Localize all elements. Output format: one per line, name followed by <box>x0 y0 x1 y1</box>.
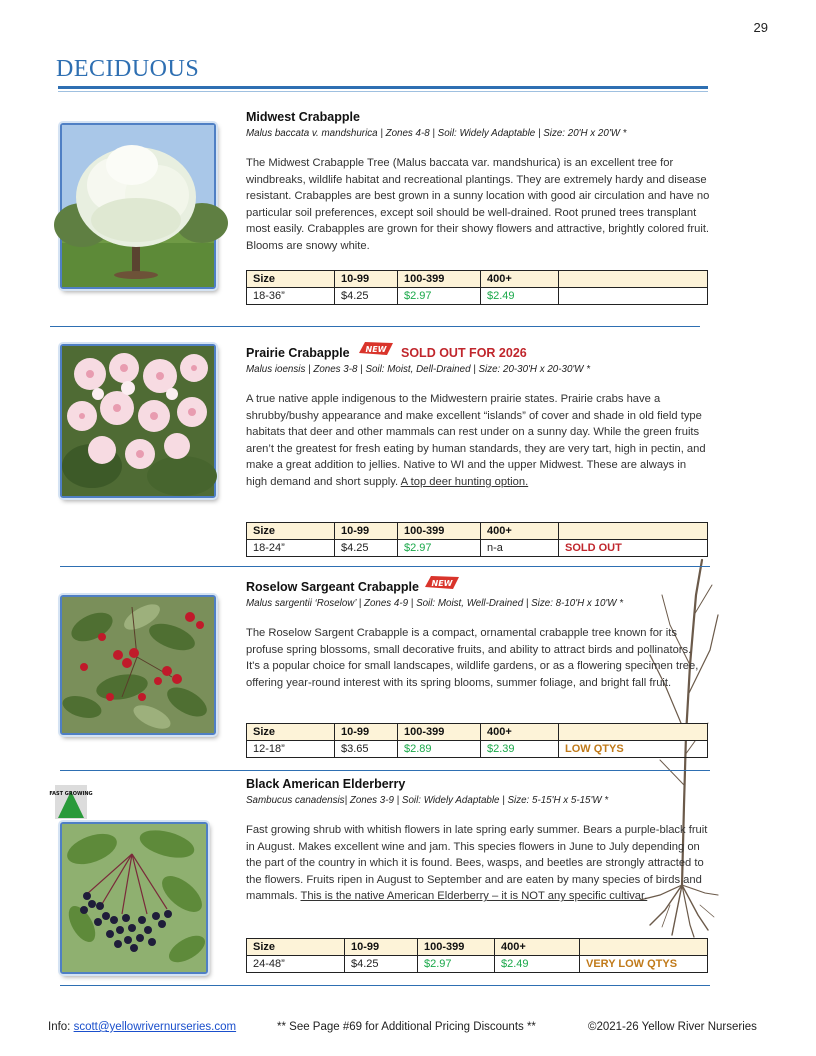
product-description: The Midwest Crabapple Tree (Malus baccata var. mandshurica) is an excellent tree for windbreaks, wildlife habitat and recreational plantings. They are extremely hardy and disease resistant. Crabapples are best grown in a sunny location with good air circulation and have no particular soil preferences, except soil should be well-drained. Root pruned trees transplant most easily. Crabapples are grown for their showy flowers and attractive, brightly colored fruit. Blooms are snowy white. <box>246 157 710 252</box>
footer-pricing-note: ** See Page #69 for Additional Pricing Discounts ** <box>277 1021 536 1033</box>
col-status <box>559 523 708 540</box>
product-name: Midwest Crabapple <box>246 110 360 124</box>
col-size: Size <box>247 523 335 540</box>
cell-price: $2.89 <box>398 741 481 758</box>
col-10-99: 10-99 <box>335 523 398 540</box>
col-status <box>559 271 708 288</box>
col-size: Size <box>247 939 345 956</box>
new-badge-label: NEW <box>365 345 387 354</box>
title-rule-thin <box>58 91 708 92</box>
col-100-399: 100-399 <box>418 939 495 956</box>
col-10-99: 10-99 <box>335 724 398 741</box>
col-100-399: 100-399 <box>398 724 481 741</box>
elderberry-photo <box>60 822 208 974</box>
divider <box>60 770 710 771</box>
cell-size: 12-18” <box>247 741 335 758</box>
page-number: 29 <box>753 20 768 35</box>
description-highlight: This is the native American Elderberry – it is NOT any specific cultivar. <box>300 890 648 903</box>
cell-price: $2.49 <box>481 288 559 305</box>
col-size: Size <box>247 271 335 288</box>
cell-price: $2.97 <box>418 956 495 973</box>
new-badge-icon <box>423 573 461 591</box>
fast-growing-label: FAST GROWING <box>49 791 93 797</box>
product-scientific-line: Sambucus canadensis| Zones 3-9 | Soil: Widely Adaptable | Size: 5-15'H x 5-15'W * <box>246 795 609 806</box>
cell-size: 18-24” <box>247 540 335 557</box>
footer-info-label: Info: <box>48 1021 71 1033</box>
divider <box>60 566 710 567</box>
divider <box>50 326 700 327</box>
col-100-399: 100-399 <box>398 271 481 288</box>
title-rule <box>58 86 708 89</box>
product-scientific-line: Malus sargentii ‘Roselow’ | Zones 4-9 | Soil: Moist, Well-Drained | Size: 8-10'H x 10'W * <box>246 598 624 609</box>
product-description: The Roselow Sargent Crabapple is a compact, ornamental crabapple tree known for its profuse spring blossoms, small decorative fruits, and ability to attract birds and pollinators. It's a popular choice for small landscapes, wildlife gardens, or as a flowering specimen tree, offering year-round interest with its spring blooms, summer foliage, and bright fall fruit. <box>246 627 699 689</box>
price-table <box>246 938 708 973</box>
col-400-plus: 400+ <box>481 523 559 540</box>
cell-price: $4.25 <box>335 540 398 557</box>
col-10-99: 10-99 <box>335 271 398 288</box>
new-badge-label: NEW <box>431 579 453 588</box>
cell-size: 18-36” <box>247 288 335 305</box>
prairie-crabapple-photo <box>60 344 216 498</box>
col-10-99: 10-99 <box>345 939 418 956</box>
new-badge-icon <box>357 339 395 357</box>
footer-email-link[interactable]: scott@yellowrivernurseries.com <box>73 1021 237 1033</box>
col-400-plus: 400+ <box>495 939 580 956</box>
product-description <box>246 822 710 905</box>
cell-price: n-a <box>481 540 559 557</box>
product-name: Black American Elderberry <box>246 777 406 791</box>
col-size: Size <box>247 724 335 741</box>
cell-price: $4.25 <box>345 956 418 973</box>
cell-price: $2.49 <box>495 956 580 973</box>
price-table <box>246 522 708 557</box>
product-name: Prairie Crabapple <box>246 346 350 360</box>
col-400-plus: 400+ <box>481 271 559 288</box>
cell-price: $2.39 <box>481 741 559 758</box>
product-scientific-line: Malus baccata v. mandshurica | Zones 4-8 | Soil: Widely Adaptable | Size: 20'H x 20'W * <box>246 128 627 139</box>
description-text: A true native apple indigenous to the Midwestern prairie states. Prairie crabs have a shrubby/bushy appearance and make excellent “islands” of cover and shade in old field type habitats that deer and other mammals can rest under on a sunny day. While the green fruits aren’t the greatest for fresh eating by human standards, they are very tart, high in pectin, and make a great addition to jellies. Native to WI and the upper Midwest. These are always in high demand and short supply. <box>246 393 706 488</box>
footer-info <box>48 1021 236 1033</box>
cell-price: $3.65 <box>335 741 398 758</box>
cell-price: $4.25 <box>335 288 398 305</box>
col-100-399: 100-399 <box>398 523 481 540</box>
price-table <box>246 723 708 758</box>
description-highlight: A top deer hunting option. <box>400 475 529 488</box>
product-name: Roselow Sargeant Crabapple <box>246 580 419 594</box>
col-status <box>559 724 708 741</box>
cell-status <box>559 288 708 305</box>
description-text: Fast growing shrub with whitish flowers in late spring early summer. Bears a purple-black fruit in August. Makes excellent wine and jam. This species flowers in June to July depending on the part of the country in which it is found. Bees, wasps, and beetles are strongly attracted to the flowers. Fruits ripen in August to September and are eaten by many species of birds and mammals. <box>246 824 708 903</box>
midwest-crabapple-photo <box>60 123 216 289</box>
cell-status: LOW QTYS <box>559 741 708 758</box>
sold-out-heading: SOLD OUT FOR 2026 <box>401 346 527 360</box>
col-status <box>580 939 708 956</box>
section-title: DECIDUOUS <box>56 56 200 82</box>
cell-price: $2.97 <box>398 288 481 305</box>
cell-status: VERY LOW QTYS <box>580 956 708 973</box>
footer-copyright: ©2021-26 Yellow River Nurseries <box>588 1021 757 1033</box>
cell-price: $2.97 <box>398 540 481 557</box>
cell-size: 24-48” <box>247 956 345 973</box>
price-table <box>246 270 708 305</box>
roselow-crabapple-photo <box>60 595 216 735</box>
fast-growing-badge-icon <box>49 785 93 819</box>
cell-status: SOLD OUT <box>559 540 708 557</box>
divider <box>60 985 710 986</box>
product-scientific-line: Malus ioensis | Zones 3-8 | Soil: Moist, Dell-Drained | Size: 20-30'H x 20-30'W * <box>246 364 591 375</box>
product-description <box>246 391 710 491</box>
col-400-plus: 400+ <box>481 724 559 741</box>
